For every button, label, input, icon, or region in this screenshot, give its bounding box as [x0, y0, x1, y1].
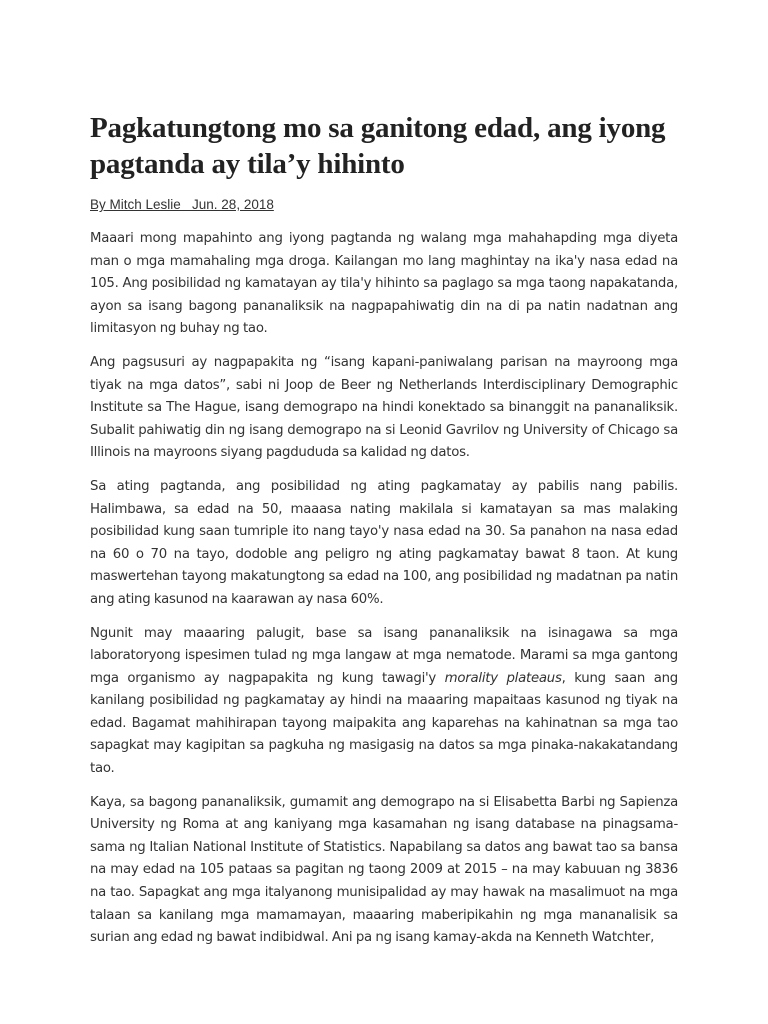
- paragraph-4: [90, 623, 678, 781]
- article: [90, 110, 678, 961]
- article-title: Pagkatungtong mo sa ganitong edad, ang iyong pagtanda ay tila’y hihinto: [90, 112, 666, 180]
- paragraph-4-emphasis: morality plateaus: [444, 670, 562, 686]
- paragraph-4-text-before: Ngunit may maaaring palugit, base sa isang pananaliksik na isinagawa sa mga laboratoryong ispesimen tulad ng mga langaw at mga nematode. Marami sa mga gantong mga organismo ay nagpapakita ng kung tawagi'y: [90, 625, 678, 686]
- paragraph-4-text-after: , kung saan ang kanilang posibilidad ng pagkamatay ay hindi na maaaring mapaitaas kasunod ng tiyak na edad. Bagamat mahihirapan tayong maipakita ang kaparehas na kahinatnan sa mga tao sapagkat may kagipitan sa pagkuha ng masigasig na datos sa mga pinaka-nakakatandang tao.: [90, 670, 678, 777]
- article-body: [90, 228, 678, 950]
- paragraph-5: Kaya, sa bagong pananaliksik, gumamit ang demograpo na si Elisabetta Barbi ng Sapienza University ng Roma at ang kaniyang mga kasamahan ng isang database na pinagsama-sama ng Italian National Institute of Statistics. Napabilang sa datos ang bawat tao sa bansa na may edad na 105 pataas sa pagitan ng taong 2009 at 2015 – na may kabuuan ng 3836 na tao. Sapagkat ang mga italyanong munisipalidad ay may hawak na masalimuot na mga talaan sa kanilang mga mamamayan, maaaring maberipikahin ng mga mananalisik sa surian ang edad ng bawat indibidwal. Ani pa ng isang kamay-akda na Kenneth Watchter,: [90, 794, 678, 946]
- paragraph-3: Sa ating pagtanda, ang posibilidad ng ating pagkamatay ay pabilis nang pabilis. Halimbawa, sa edad na 50, maaasa nating makilala si kamatayan sa mas malaking posibilidad kung saan tumriple ito nang tayo'y nasa edad na 30. Sa panahon na nasa edad na 60 o 70 na tayo, dodoble ang peligro ng ating pagkamatay bawat 8 taon. At kung maswertehan tayong makatungtong sa edad na 100, ang posibilidad ng madatnan pa natin ang ating kasunod na kaarawan ay nasa 60%.: [90, 478, 678, 607]
- byline-link[interactable]: By Mitch Leslie Jun. 28, 2018: [90, 197, 274, 212]
- paragraph-2: Ang pagsusuri ay nagpapakita ng “isang kapani-paniwalang parisan na mayroong mga tiyak na mga datos”, sabi ni Joop de Beer ng Netherlands Interdisciplinary Demographic Institute sa The Hague, isang demograpo na hindi konektado sa binanggit na pananaliksik. Subalit pahiwatig din ng isang demograpo na si Leonid Gavrilov ng University of Chicago sa Illinois na mayroons siyang pagdududa sa kalidad ng datos.: [90, 354, 678, 461]
- paragraph-1: Maaari mong mapahinto ang iyong pagtanda ng walang mga mahahapding mga diyeta man o mga mamahaling mga droga. Kailangan mo lang maghintay na ika'y nasa edad na 105. Ang posibilidad ng kamatayan ay tila'y hihinto sa paglago sa mga taong napakatanda, ayon sa isang bagong pananaliksik na nagpapahiwatig din na di pa natin nadatnan ang limitasyon ng buhay ng tao.: [90, 231, 678, 337]
